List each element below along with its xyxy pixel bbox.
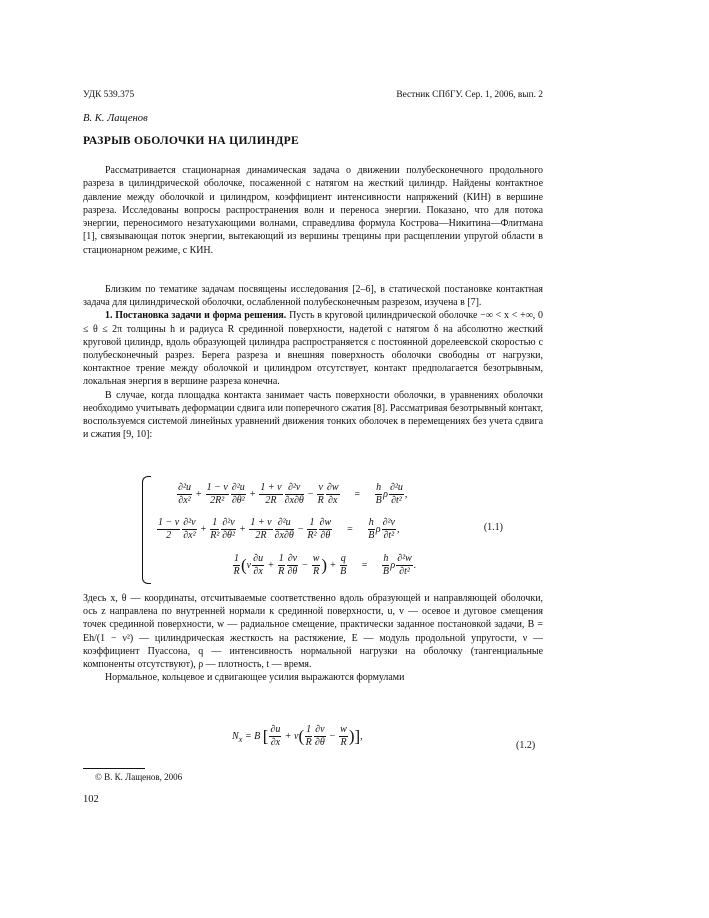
problem-statement-text: Пусть в круговой цилиндрической оболочке −∞ < x < +∞, 0 ≤ θ ≤ 2π толщины h и радиуса R срединной поверхности, надетой с натягом δ на абсолютно жесткий круговой цилиндр, вдоль образующей цилиндра распространяется с постоянной дорелеевской скоростью c полубесконечный разрез. Берега разреза и внешняя поверхность оболочки свободны от нагрузки, контактное трение между оболочкой и цилиндром отсутствует, контакт предполагается безотрывным, локальная энергия в вершине разреза конечна.	[83, 310, 543, 388]
article-title: РАЗРЫВ ОБОЛОЧКИ НА ЦИЛИНДРЕ	[83, 134, 300, 147]
journal-header: Вестник СПбГУ. Сер. 1, 2006, вып. 2	[396, 90, 543, 100]
copyright-footnote: © В. К. Лащенов, 2006	[95, 772, 183, 782]
equation-line-3: $\frac{1}{R}$ (ν $\frac{\partial u}{\partial x}$ + $\frac{1}{R}$ $\frac{\partial v}{\partial\theta}$ − $\frac{w}{R}$ ) + $\frac{q}{B}$ = $\frac{h}{B}$ ρ $\frac{\text{∂²w}}{\text{∂t²}}$ .	[233, 553, 417, 577]
paragraph-notation: Здесь x, θ — координаты, отсчитываемые соответственно вдоль образующей и направляющей оболочки, ось z направлена по внутренней нормали к срединной поверхности, u, v — осевое и дуговое смещения точек срединной поверхности, w — радиальное смещение, практически заданное постановкой задачи, B = Eh/(1 − ν²) — цилиндрическая жесткость на растяжение, E — модуль продольной упругости, ν — коэффициент Пуассона, q — интенсивность нормальной нагрузки на оболочку (тангенциальные компоненты отсутствуют), ρ — плотность, t — время.	[83, 593, 543, 671]
notation-section	[83, 592, 543, 684]
equation-system-1-1	[140, 476, 543, 586]
udc-code: УДК 539.375	[83, 90, 135, 100]
paragraph-problem-statement	[83, 309, 543, 388]
equation-1-2: $N_x = B$ [ $\frac{\partial u}{\partial x}$ + ν( $\frac{1}{R}$ $\frac{\partial v}{\partial\theta}$ − $\frac{w}{R}$ )],	[232, 724, 363, 748]
paragraph-related-work: Близким по тематике задачам посвящены исследования [2–6], в статической постановке контактная задача для цилиндрической оболочки, ослабленной полубесконечным разрезом, изучена в [7].	[83, 284, 543, 309]
abstract-text: Рассматривается стационарная динамическая задача о движении полубесконечного продольного разреза в цилиндрической оболочке, посаженной с натягом на жесткий цилиндр. Найдены контактное давление между оболочкой и цилиндром, коэффициент интенсивности напряжений (КИН) в вершине разреза. Исследованы вопросы распространения волн и переноса энергии. Показано, что для потока энергии, переносимого незатухающими волнами, справедлива формула Кострова—Никитина—Флитмана [1], связывающая поток энергии, вытекающий из вершины трещины при расщеплении упругой области в стационарном режиме, с КИН.	[83, 165, 543, 256]
paragraph-contact: В случае, когда площадка контакта занимает часть поверхности оболочки, в уравнениях оболочки необходимо учитывать деформации сдвига или поперечного сжатия [8]. Рассматривая безотрывный контакт, воспользуемся системой линейных уравнений движения тонких оболочек в перемещениях без учета сдвига и сжатия [9, 10]:	[83, 389, 543, 441]
equation-line-2: $\frac{1 - \nu}{2}$ $\frac{\text{∂²v}}{\text{∂x²}}$ + $\frac{1}{\text{R²}}$ $\frac{\text{∂²v}}{\text{∂θ²}}$ + $\frac{1 + \nu}{2R}$ $\frac{\text{∂²u}}{\partial x\partial\theta}$ − $\frac{1}{\text{R²}}$ $\frac{\partial w}{\partial\theta}$ = $\frac{h}{B}$ ρ $\frac{\text{∂²v}}{\text{∂t²}}$ ,	[158, 517, 400, 541]
equation-line-1: $\frac{\text{∂²u}}{\text{∂x²}}$ + $\frac{1 - \nu}{\text{2R²}}$ $\frac{\text{∂²u}}{\text{∂θ²}}$ + $\frac{1 + \nu}{2R}$ $\frac{\text{∂²v}}{\partial x\partial\theta}$ − $\frac{\nu}{R}$ $\frac{\partial w}{\partial x}$ = $\frac{h}{B}$ ρ $\frac{\text{∂²u}}{\text{∂t²}}$ ,	[178, 482, 408, 506]
author-name: В. К. Лащенов	[83, 113, 148, 124]
section-heading: 1. Постановка задачи и форма решения.	[105, 310, 287, 322]
abstract	[83, 164, 543, 257]
footnote-rule	[83, 768, 145, 769]
intro-section	[83, 283, 543, 441]
equation-number-1-1: (1.1)	[483, 522, 503, 533]
paragraph-forces: Нормальное, кольцевое и сдвигающее усилия выражаются формулами	[105, 672, 405, 684]
page-number: 102	[83, 794, 99, 805]
equation-number-1-2: (1.2)	[516, 740, 536, 751]
equation-brace	[142, 476, 151, 584]
